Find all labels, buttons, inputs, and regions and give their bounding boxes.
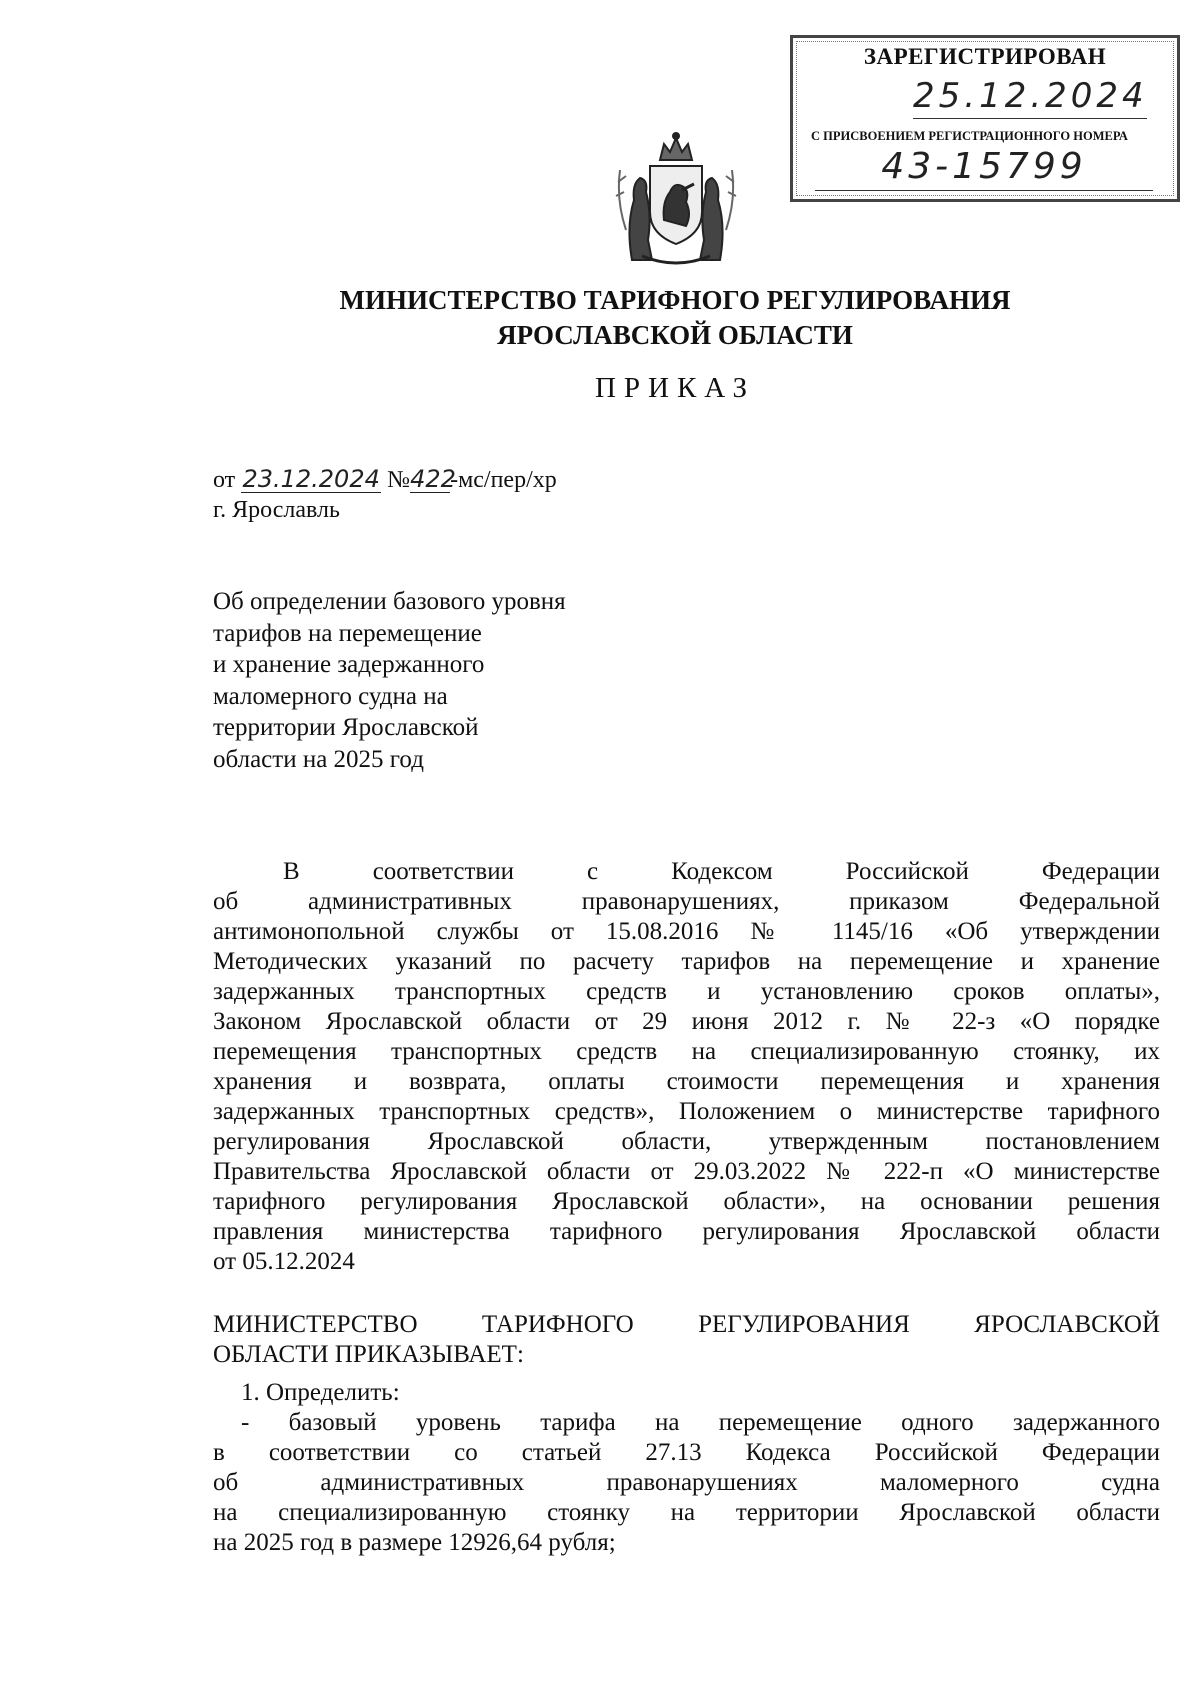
subject-line: и хранение задержанного [213,651,485,678]
stamp-registration-date: 25.12.2024 [913,76,1147,119]
item-1-last-line: на 2025 год в размере 12926,64 рубля; [213,1529,616,1556]
registration-stamp [790,35,1180,202]
ministry-name-line2: ЯРОСЛАВСКОЙ ОБЛАСТИ [497,320,853,350]
order-number: 422 [410,465,456,493]
item-1-line: об административных правонарушениях маломерного судна [213,1469,1160,1496]
subject-line: области на 2025 год [213,745,424,773]
decree-line: МИНИСТЕРСТВО ТАРИФНОГО РЕГУЛИРОВАНИЯ ЯРОСЛАВСКОЙ [213,1311,1160,1338]
preamble-line: тарифного регулирования Ярославской области», на основании решения [213,1188,1160,1215]
preamble-line: Законом Ярославской области от 29 июня 2012 г. № 22-з «О порядке [213,1008,1160,1035]
preamble-line: В соответствии с Кодексом Российской Федерации [283,858,1160,885]
order-date-number [213,466,557,494]
stamp-registration-number: 43-15799 [815,146,1153,191]
order-number-suffix: -мс/пер/хр [450,467,557,493]
stamp-subtitle: С ПРИСВОЕНИЕМ РЕГИСТРАЦИОННОГО НОМЕРА [811,129,1128,143]
subject-line: маломерного судна на [213,682,448,710]
from-label: от [213,467,236,493]
decree-line: ОБЛАСТИ ПРИКАЗЫВАЕТ: [213,1341,524,1368]
stamp-title: ЗАРЕГИСТРИРОВАН [863,44,1107,69]
preamble-line: правления министерства тарифного регулирования Ярославской области [213,1218,1160,1245]
item-1-line: на специализированную стоянку на территории Ярославской области [213,1499,1160,1526]
preamble-line: об административных правонарушениях, приказом Федеральной [213,888,1160,915]
preamble-line: регулирования Ярославской области, утвержденным постановлением [213,1128,1160,1155]
city: г. Ярославль [213,497,340,523]
preamble-line: Правительства Ярославской области от 29.03.2022 № 222-п «О министерстве [213,1158,1160,1185]
item-1-label: 1. Определить: [241,1379,400,1406]
order-subject [213,586,566,775]
item-1 [213,1378,1160,1558]
preamble-line: задержанных транспортных средств», Положением о министерстве тарифного [213,1098,1160,1125]
preamble-last-line: от 05.12.2024 [213,1248,355,1275]
preamble [213,857,1160,1277]
preamble-line: антимонопольной службы от 15.08.2016 № 1145/16 «Об утверждении [213,918,1160,945]
preamble-line: хранения и возврата, оплаты стоимости перемещения и хранения [213,1068,1160,1095]
preamble-line: перемещения транспортных средств на специализированную стоянку, их [213,1038,1160,1065]
item-1-line: в соответствии со статьей 27.13 Кодекса Российской Федерации [213,1439,1160,1466]
decree-statement [213,1310,1160,1370]
subject-line: территории Ярославской [213,714,479,741]
document-type: ПРИКАЗ [594,372,756,404]
preamble-line: Методических указаний по расчету тарифов на перемещение и хранение [213,948,1160,975]
number-label: № [387,467,411,493]
ministry-name-line1: МИНИСТЕРСТВО ТАРИФНОГО РЕГУЛИРОВАНИЯ [339,285,1011,315]
item-1-line: - базовый уровень тарифа на перемещение одного задержанного [241,1409,1160,1436]
preamble-line: задержанных транспортных средств и установлению сроков оплаты», [213,978,1160,1005]
order-date: 23.12.2024 [242,465,380,493]
subject-line: Об определении базового уровня [213,588,566,615]
subject-line: тарифов на перемещение [213,619,482,647]
yaroslavl-coat-of-arms-icon [612,130,740,266]
